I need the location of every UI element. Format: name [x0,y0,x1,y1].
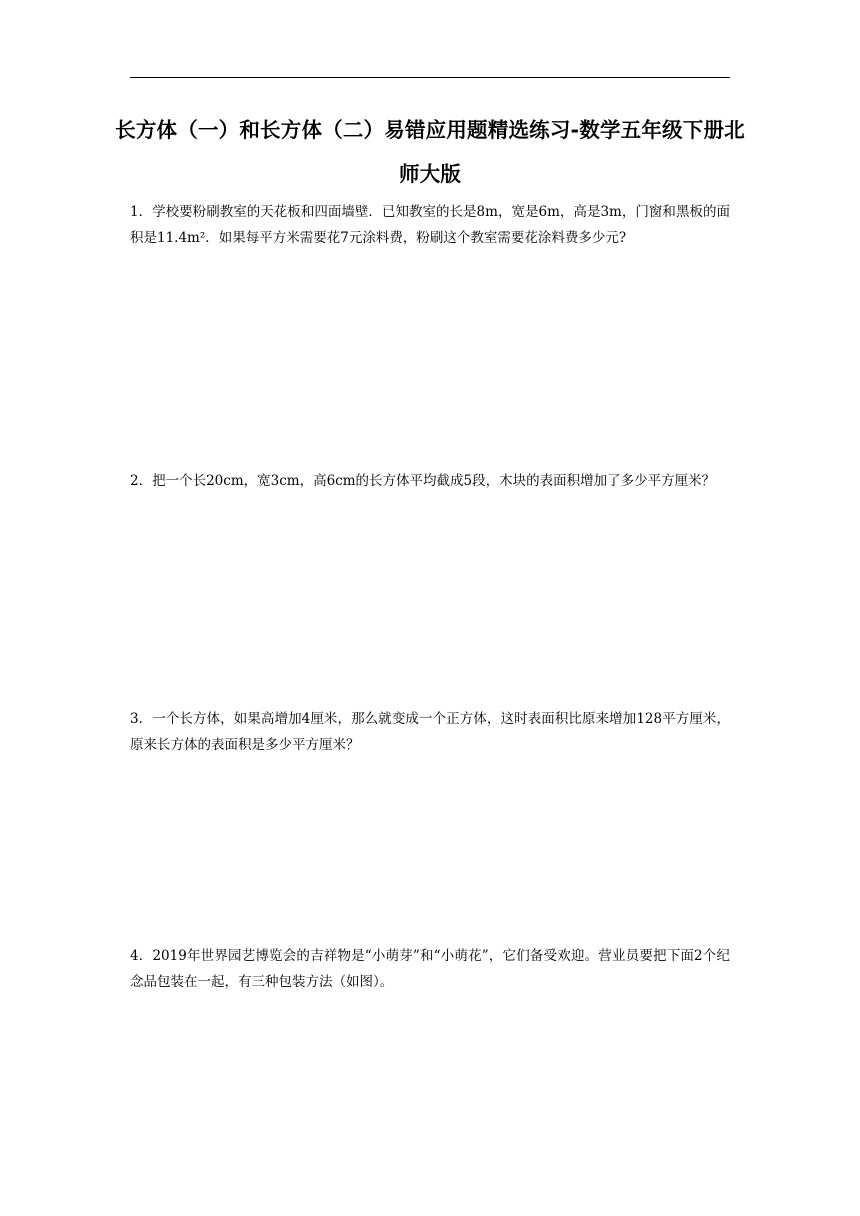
question-text: 一个长方体，如果高增加4厘米，那么就变成一个正方体，这时表面积比原来增加128平方厘米，原来长方体的表面积是多少平方厘米？ [130,711,731,753]
question-text: 把一个长20cm，宽3cm，高6cm的长方体平均截成5段，木块的表面积增加了多少平方厘米？ [152,473,716,489]
header-rule [130,77,730,78]
question-4 [130,943,730,995]
question-number: 4． [130,948,153,964]
question-2 [130,468,730,494]
question-number: 1． [130,204,153,220]
question-number: 3． [130,711,153,727]
question-number: 2． [130,473,153,489]
question-3 [130,706,730,758]
question-1 [130,199,730,251]
document-title: 长方体（一）和长方体（二）易错应用题精选练习-数学五年级下册北师大版 [115,118,745,186]
question-text: 2019年世界园艺博览会的吉祥物是“小萌芽”和“小萌花”，它们备受欢迎。营业员要把下面2个纪念品包装在一起，有三种包装方法（如图）。 [130,948,730,990]
question-text: 学校要粉刷教室的天花板和四面墙壁．已知教室的长是8m，宽是6m，高是3m，门窗和黑板的面积是11.4m²．如果每平方米需要花7元涂料费，粉刷这个教室需要花涂料费多少元? [130,204,730,246]
